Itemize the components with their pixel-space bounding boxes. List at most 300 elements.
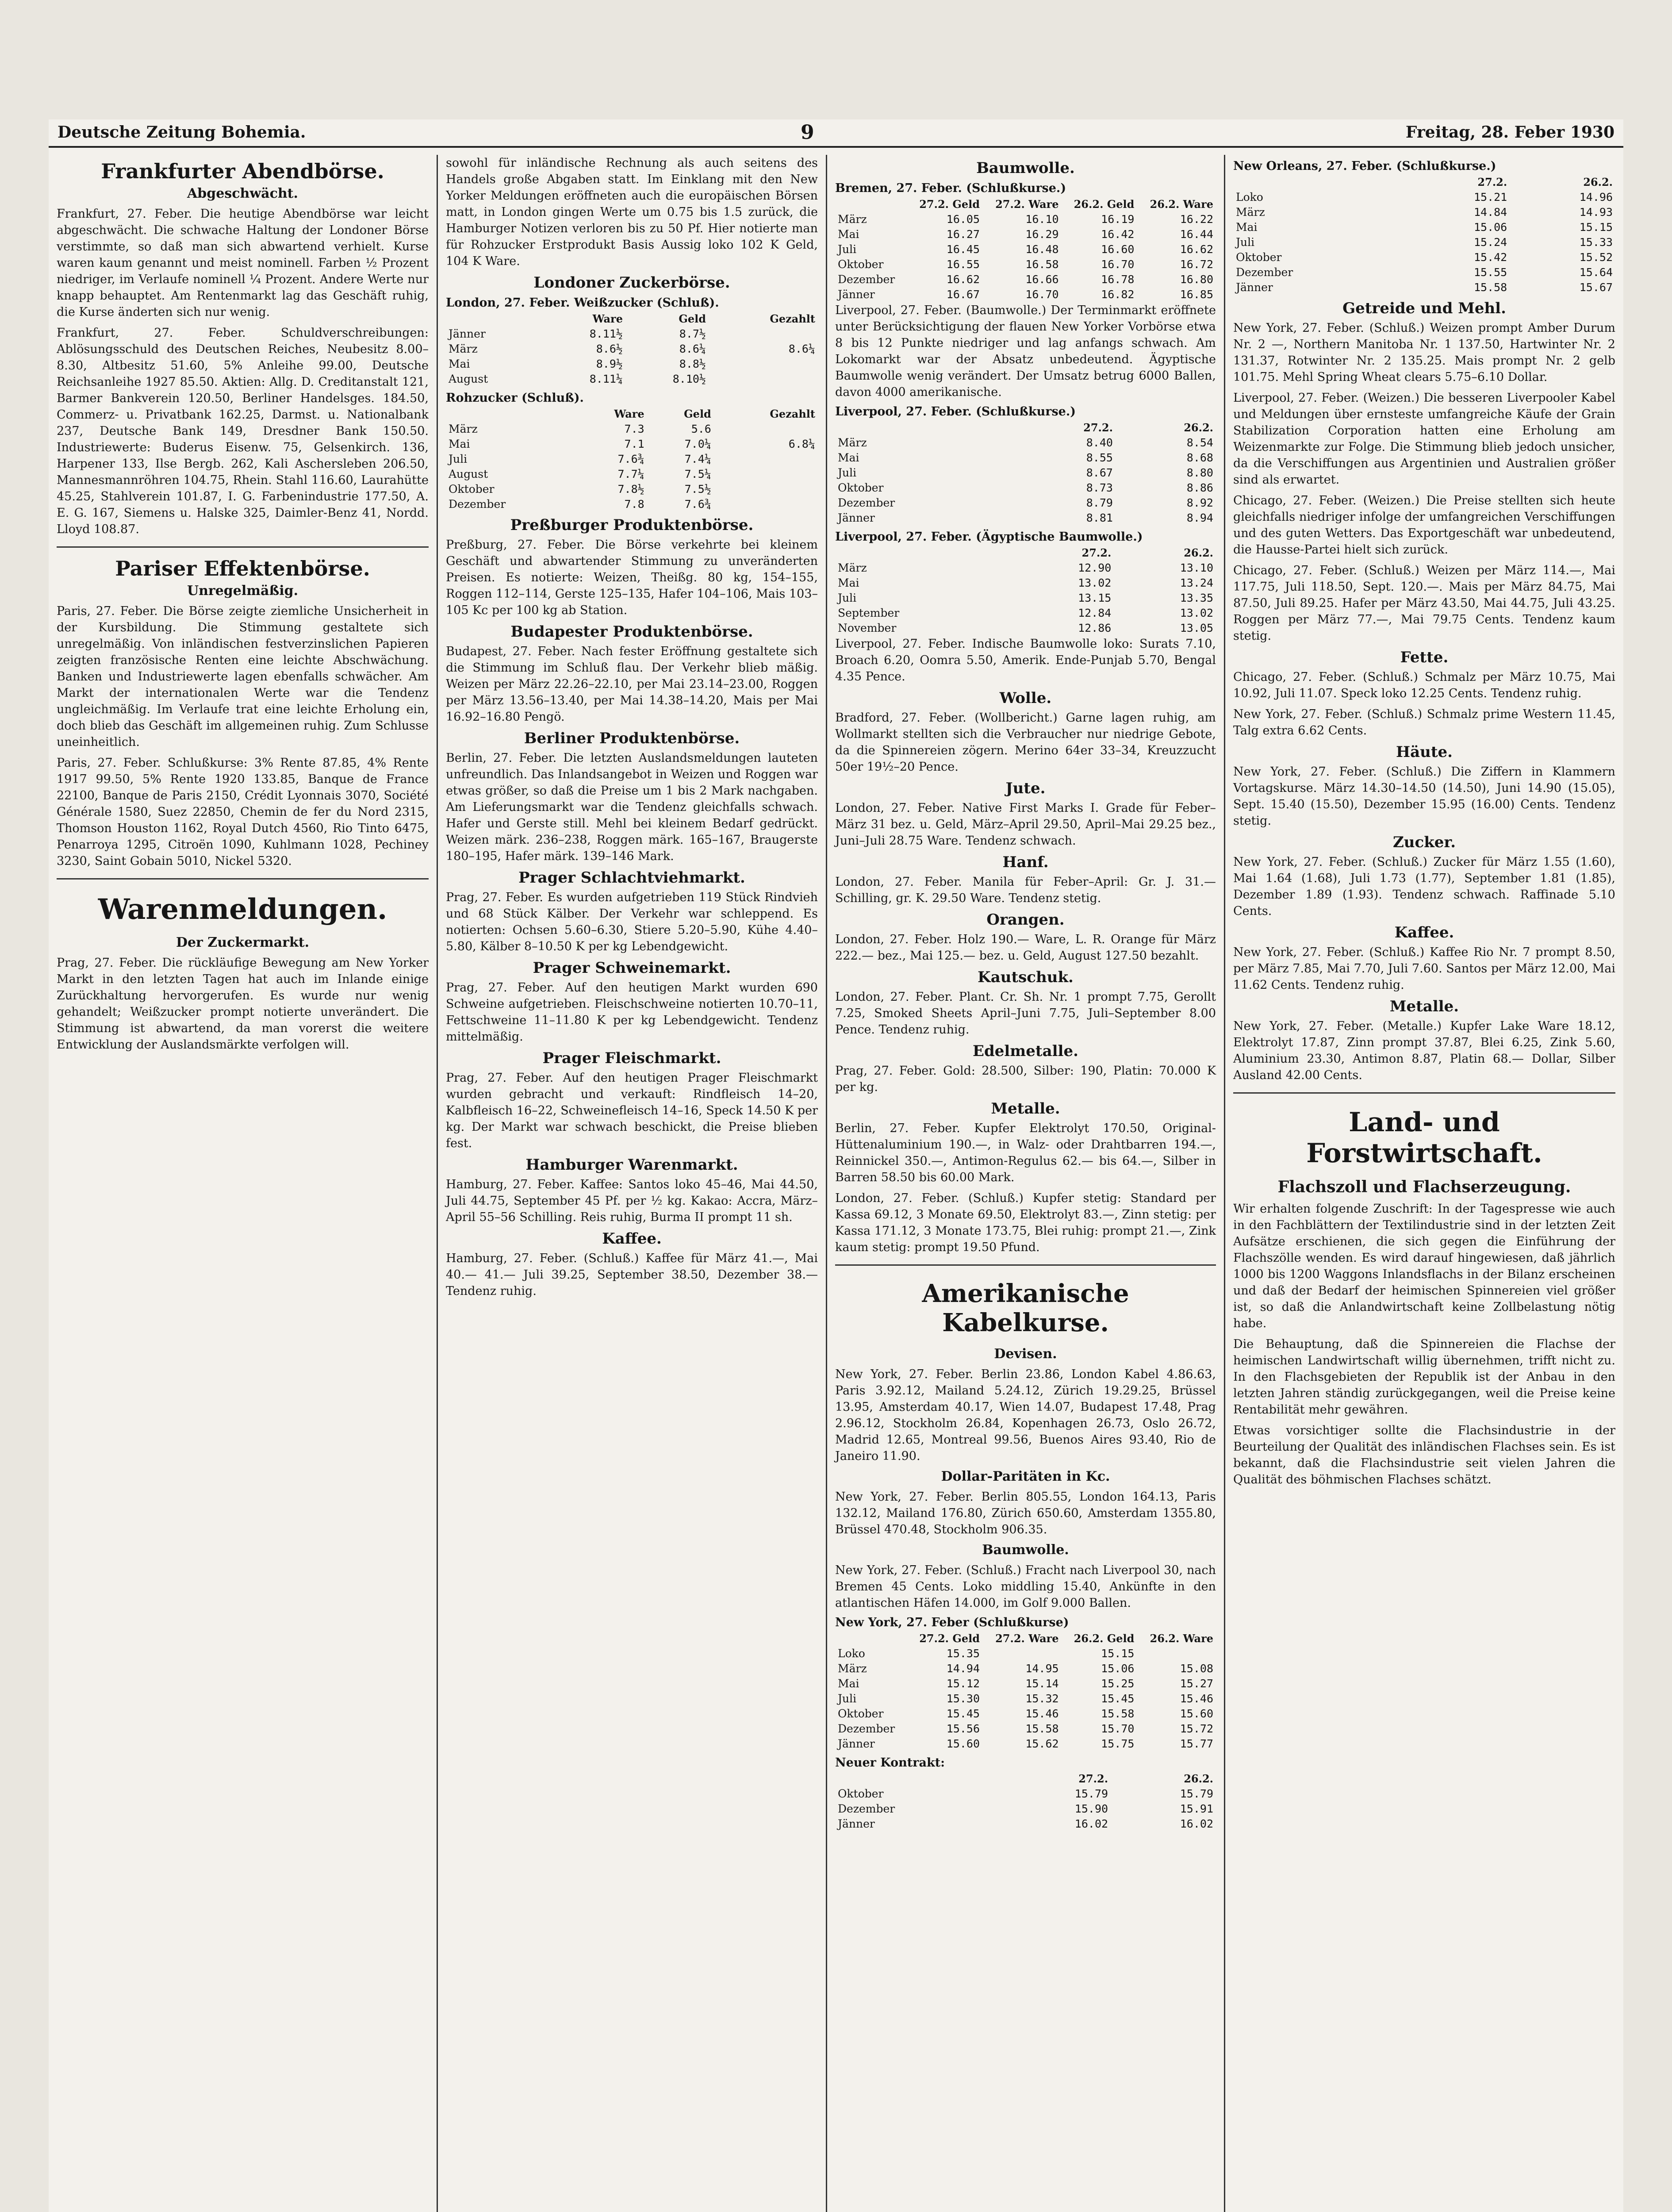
table-cell: 15.56 [946,1722,980,1735]
table-cell: 16.44 [1180,228,1213,241]
article-paragraph: Preßburg, 27. Feber. Die Börse verkehrte bei kleinem Geschäft und abwartender Stimmung zu unveränderten Preisen. Es notierte: Weizen, Theißg. 80 kg, 154–155, Roggen 112–114, Gerste 125–135, Hafer 104–106, Mais 103–105 Kc per 100 kg ab Station. [446,538,818,617]
article-paragraph: New York, 27. Feber. Berlin 23.86, London Kabel 4.86.63, Paris 3.92.12, Mailand 5.24.12, Zürich 19.29.25, Brüssel 13.95, Amsterdam 40.17, Wien 14.07, Budapest 17.48, Prag 2.96.12, Stockholm 26.84, Kopenhagen 26.73, Oslo 26.72, Madrid 12.65, Montreal 99.56, Buenos Aires 93.40, Rio de Janeiro 11.90. [835,1367,1216,1463]
section-subheading: Der Zuckermarkt. [176,935,310,950]
table-row [835,511,1216,526]
price-table [835,1631,1216,1751]
table-row [835,1786,1216,1801]
table-row [835,435,1216,450]
table-row-label: Oktober [449,483,495,495]
table-cell: 15.60 [1180,1707,1213,1720]
table-row [835,480,1216,495]
table-cell: 8.11¼ [589,373,623,385]
table-cell: 16.10 [1025,213,1059,226]
table-cell: 15.46 [1025,1707,1059,1720]
table-header-cell [835,420,1015,435]
table-cell: 16.45 [946,243,980,256]
table-header-cell: 27.2. Geld [919,198,980,211]
table-row [835,212,1216,227]
table-row-label: Mai [1236,221,1258,234]
table-cell: 16.29 [1025,228,1059,241]
table-row-label: März [449,342,478,355]
table-cell: 16.27 [946,228,980,241]
table-row-label: März [838,1662,867,1675]
table-header-cell: Geld [684,407,711,420]
table-header-row [1233,175,1615,190]
article-paragraph: New York, 27. Feber. (Schluß.) Die Ziffern in Klammern Vortagskurse. März 14.30–14.50 (14.50), Juni 14.90 (15.05), Sept. 15.40 (15.50), Dezember 15.95 (16.00) Cents. Tendenz stetig. [1233,765,1615,828]
table-row-label: Oktober [838,1787,884,1800]
table-header-row [835,420,1216,435]
section-heading: Metalle. [991,1100,1060,1118]
table-row [446,342,818,357]
table-cell: 15.35 [946,1647,980,1660]
section-heading: Fette. [1400,649,1449,666]
table-row-label: Dezember [449,498,506,511]
article-paragraph: London, 27. Feber. Manila für Feber–April: Gr. J. 31.— Schilling, gr. K. 29.50 Ware. Tendenz stetig. [835,875,1216,905]
table-caption: Liverpool, 27. Feber. (Ägyptische Baumwolle.) [835,530,1143,544]
article-paragraph: Budapest, 27. Feber. Nach fester Eröffnung gestaltete sich die Stimmung im Schluß flau. Der Verkehr blieb mäßig. Weizen per März 22.26–22.10, per Mai 23.14–23.00, Roggen per März 13.56–13.40, per Mai 14.38–14.20, Mais per Mai 16.92–16.80 Pengö. [446,645,818,724]
table-row-label: November [838,622,897,634]
table-row-label: März [449,422,478,435]
table-cell: 6.8¼ [788,438,815,450]
table-row [446,452,818,467]
table-header-cell: Geld [679,312,706,325]
section-subheading: Flachszoll und Flachserzeugung. [1277,1178,1571,1196]
article-paragraph: Prag, 27. Feber. Gold: 28.500, Silber: 190, Platin: 70.000 K per kg. [835,1064,1216,1094]
section-heading: Getreide und Mehl. [1342,300,1506,317]
price-table [446,407,818,512]
table-row-label: Juli [838,466,857,479]
table-row-label: Mai [838,576,859,589]
table-cell: 16.78 [1101,273,1135,286]
table-cell: 15.91 [1180,1802,1213,1815]
table-row-label: Mai [838,1677,859,1690]
table-row-label: Jänner [1236,281,1273,294]
table-row-label: Juli [1236,236,1255,249]
table-header-cell: Gezahlt [770,407,815,420]
table-cell: 14.95 [1025,1662,1059,1675]
table-cell: 16.48 [1025,243,1059,256]
table-row [446,497,818,512]
table-row-label: Oktober [1236,251,1282,264]
table-cell: 7.5½ [684,483,711,495]
table-row [835,1721,1216,1736]
table-header-row [835,197,1216,212]
table-header-cell: Gezahlt [770,312,815,325]
table-cell: 16.82 [1101,288,1135,301]
table-cell: 15.12 [946,1677,980,1690]
table-header-cell [835,545,1012,561]
section-heading: Land- und Forstwirtschaft. [1306,1107,1542,1169]
table-cell: 8.54 [1186,436,1213,449]
table-row-label: September [838,607,900,619]
table-cell: 16.02 [1180,1817,1213,1830]
table-cell [709,326,818,342]
section-heading: Orangen. [986,911,1065,929]
table-cell: 16.60 [1101,243,1135,256]
article-paragraph: Paris, 27. Feber. Die Börse zeigte ziemliche Unsicherheit in der Kursbildung. Die Stimmung gestaltete sich unregelmäßig. Von inländischen festverzinslichen Papieren zeigten französische Renten eine leichte Abschwächung. Banken und Industriewerte lagen ebenfalls schwächer. Am Markt der internationalen Werte war die Tendenz ungleichmäßig. Im Verlaufe trat eine leichte Erholung ein, doch blieb das Geschäft im allgemeinen ruhig. Zum Schlusse uneinheitlich. [57,604,429,749]
table-row-label: März [1236,206,1265,219]
table-row-label: Juli [838,591,857,604]
table-cell: 16.70 [1025,288,1059,301]
table-caption: London, 27. Feber. Weißzucker (Schluß). [446,296,719,310]
table-cell: 8.81 [1086,511,1113,524]
table-row [1233,220,1615,235]
section-subheading: Dollar-Paritäten in Kc. [941,1469,1110,1484]
table-cell: 14.96 [1579,191,1613,204]
section-heading: Häute. [1396,743,1453,761]
table-header-row [835,545,1216,561]
article-paragraph: New York, 27. Feber. (Schluß.) Schmalz prime Western 11.45, Talg extra 6.62 Cents. [1233,707,1615,737]
table-header-cell: Ware [592,312,623,325]
article-paragraph: London, 27. Feber. Holz 190.— Ware, L. R. Orange für März 222.— bez., Mai 125.— bez. u. Geld, August 127.50 bezahlt. [835,933,1216,963]
section-heading: Edelmetalle. [973,1042,1078,1060]
table-cell: 8.9½ [596,357,623,370]
table-cell: 12.84 [1078,607,1112,619]
table-cell: 8.6¼ [679,342,706,355]
table-cell: 16.42 [1101,228,1135,241]
table-row-label: Dezember [838,1802,895,1815]
table-cell: 5.6 [691,422,711,435]
section-heading: Budapester Produktenbörse. [510,623,753,641]
table-cell: 15.45 [946,1707,980,1720]
table-cell: 13.24 [1180,576,1213,589]
table-row [835,242,1216,257]
table-cell: 15.58 [1025,1722,1059,1735]
table-cell [714,482,818,497]
table-cell: 15.77 [1180,1737,1213,1750]
table-cell: 12.90 [1078,561,1112,574]
article-paragraph: Prag, 27. Feber. Es wurden aufgetrieben 119 Stück Rindvieh und 68 Stück Kälber. Der Verkehr war schleppend. Es notierten: Ochsen 5.60–6.30, Stiere 5.20–5.90, Kühe 4.40–5.80, Kälber 8–10.50 K per kg Lebendgewicht. [446,891,818,953]
section-heading: Warenmeldungen. [98,893,387,926]
table-cell: 16.58 [1025,258,1059,271]
table-row-label: Jänner [838,511,875,524]
article-paragraph: Liverpool, 27. Feber. (Baumwolle.) Der Terminmarkt eröffnete unter Berücksichtigung der flauen New Yorker Vorbörse etwa 8 bis 12 Punkte niedriger und lag anfangs schwach. Am Lokomarkt war der Absatz unbedeutend. Ägyptische Baumwolle wenig verändert. Der Umsatz betrug 6000 Ballen, davon 4000 amerikanische. [835,303,1216,399]
table-cell: 15.70 [1101,1722,1135,1735]
table-cell: 13.10 [1180,561,1213,574]
article-paragraph: Berlin, 27. Feber. Kupfer Elektrolyt 170.50, Original-Hüttenaluminium 190.—, in Walz- oder Drahtbarren 194.—, Reinnickel 350.—, Antimon-Regulus 62.— bis 64.—, Silber in Barren 58.50 bis 60.00 Mark. [835,1121,1216,1184]
section-heading: Kautschuk. [978,968,1074,986]
price-table [835,197,1216,302]
table-cell: 8.40 [1086,436,1113,449]
section-heading: Prager Schweinemarkt. [533,959,731,977]
table-cell: 16.62 [946,273,980,286]
table-cell: 15.08 [1180,1662,1213,1675]
table-cell: 7.1 [624,438,644,450]
table-row-label: Loko [838,1647,865,1660]
table-header-cell [835,1771,1005,1786]
table-row [835,1676,1216,1691]
section-subheading: Baumwolle. [982,1542,1069,1558]
section-heading: Kaffee. [602,1230,662,1248]
table-caption: New York, 27. Feber (Schlußkurse) [835,1616,1069,1629]
table-cell: 16.67 [946,288,980,301]
table-header-row [835,1631,1216,1646]
table-cell: 16.62 [1180,243,1213,256]
table-cell: 14.84 [1473,206,1507,219]
table-cell: 8.11½ [589,327,623,340]
table-row-label: Juli [449,453,468,465]
article-paragraph: Berlin, 27. Feber. Die letzten Auslandsmeldungen lauteten unfreundlich. Das Inlandsangebot in Weizen und Roggen war etwas größer, so daß die Preise um 1 bis 2 Mark nachgaben. Am Lieferungsmarkt war die Tendenz gleichfalls schwach. Hafer und Gerste still. Mehl bei kleinem Bedarf gedrückt. Weizen märk. 236–238, Roggen märk. 165–167, Braugerste 180–195, Hafer märk. 139–146 Mark. [446,751,818,863]
table-row [835,591,1216,606]
table-header-cell [1233,175,1404,190]
table-row-label: Dezember [838,1722,895,1735]
table-row-label: Mai [838,228,859,241]
table-cell: 15.25 [1101,1677,1135,1690]
table-cell: 8.92 [1186,496,1213,509]
article-paragraph: New York, 27. Feber. (Schluß.) Zucker für März 1.55 (1.60), Mai 1.64 (1.68), Juli 1.73 (1.77), September 1.81 (1.85), Dezember 1.89 (1.93). Tendenz schwach. Raffinade 5.10 Cents. [1233,855,1615,918]
table-row [446,422,818,437]
section-heading: Londoner Zuckerbörse. [533,274,730,292]
table-row-label: Mai [449,357,470,370]
table-cell: 16.22 [1180,213,1213,226]
table-caption: Neuer Kontrakt: [835,1756,945,1770]
table-cell: 15.62 [1025,1737,1059,1750]
table-row [1233,265,1615,280]
article-paragraph: Wir erhalten folgende Zuschrift: In der Tagespresse wie auch in den Fachblättern der Textilindustrie sind in der letzten Zeit Aufsätze erschienen, die sich gegen die Einführung der Flachszölle wenden. Es wird darauf hingewiesen, daß jährlich 1000 bis 1200 Waggons Inlandsflachs in der Bilanz erscheinen und daß der Bedarf der heimischen Spinnereien viel größer ist, so daß die Anlandwirtschaft keine Zollbelastung nötig habe. [1233,1202,1615,1330]
table-cell: 8.73 [1086,481,1113,494]
table-header-cell: 26.2. Geld [1074,198,1135,211]
table-cell [714,422,818,437]
section-heading: Hanf. [1002,853,1049,871]
price-table [835,545,1216,636]
table-cell: 13.02 [1180,607,1213,619]
column-4 [1225,155,1623,2212]
table-row [1233,205,1615,220]
table-cell: 7.6¾ [617,453,644,465]
table-row [835,450,1216,465]
table-cell: 15.75 [1101,1737,1135,1750]
table-cell: 8.6¼ [788,342,815,355]
table-row-label: Jänner [449,327,486,340]
table-cell: 15.52 [1579,251,1613,264]
table-cell: 8.68 [1186,451,1213,464]
table-row [835,1691,1216,1706]
table-cell: 7.4¼ [684,453,711,465]
table-cell: 16.19 [1101,213,1135,226]
table-row-label: Oktober [838,481,884,494]
table-row [446,437,818,452]
article-paragraph: Hamburg, 27. Feber. Kaffee: Santos loko 45–46, Mai 44.50, Juli 44.75, September 45 Pf. per ½ kg. Kakao: Accra, März–April 55–56 Schilling. Reis ruhig, Burma II prompt 11 sh. [446,1178,818,1224]
table-row [835,272,1216,287]
table-row [1233,250,1615,265]
table-cell: 13.05 [1180,622,1213,634]
table-cell: 7.0¼ [684,438,711,450]
section-heading: Berliner Produktenbörse. [524,730,740,747]
table-cell: 7.6¾ [684,498,711,511]
table-row-label: Dezember [838,273,895,286]
section-heading: Preßburger Produktenbörse. [510,516,754,534]
table-cell: 16.72 [1180,258,1213,271]
table-header-cell: 26.2. [1184,1772,1213,1785]
table-header-cell: 26.2. [1184,546,1213,559]
article-paragraph: Chicago, 27. Feber. (Schluß.) Schmalz per März 10.75, Mai 10.92, Juli 11.07. Speck loko 12.25 Cents. Tendenz ruhig. [1233,670,1615,700]
table-row [835,561,1216,576]
table-cell: 7.8 [624,498,644,511]
table-cell: 15.64 [1579,266,1613,279]
divider [57,878,429,879]
table-header-cell: 27.2. Ware [995,1632,1059,1645]
table-cell: 15.55 [1473,266,1507,279]
table-cell: 8.7½ [679,327,706,340]
table-row [446,372,818,387]
article-paragraph: Liverpool, 27. Feber. (Weizen.) Die besseren Liverpooler Kabel und Meldungen über ernsteste umfangreiche Käufe der Grain Stabilization Corporation hatten eine Erholung am Weizenmarkte zur Folge. Die Stimmung blieb jedoch unsicher, da die Verschiffungen aus Argentinien und Australien größer sind als erwartet. [1233,391,1615,487]
article-paragraph: New York, 27. Feber. (Schluß.) Kaffee Rio Nr. 7 prompt 8.50, per März 7.85, Mai 7.70, Juli 7.60. Santos per März 12.00, Mai 11.62 Cents. Tendenz ruhig. [1233,945,1615,992]
table-row-label: Jänner [838,1817,875,1830]
section-subheading: Abgeschwächt. [187,186,298,201]
table-cell: 15.15 [1101,1647,1135,1660]
table-row [835,1661,1216,1676]
article-paragraph: New York, 27. Feber. Berlin 805.55, London 164.13, Paris 132.12, Mailand 176.80, Zürich 650.60, Amsterdam 1355.80, Brüssel 470.48, Stockholm 906.35. [835,1490,1216,1536]
table-cell [982,1646,1062,1661]
article-paragraph: Paris, 27. Feber. Schlußkurse: 3% Rente 87.85, 4% Rente 1917 99.50, 5% Rente 1920 133.85, Banque de France 22100, Banque de Paris 2150, Crédit Lyonnais 3070, Société Générale 1580, Suez 22850, Chemin de fer du Nord 2315, Thomson Houston 1162, Royal Dutch 4560, Rio Tinto 6475, Penarroya 1295, Citroën 1090, Kuhlmann 1028, Pechiney 3230, Saint Gobain 5010, Nickel 5320. [57,756,429,868]
table-cell: 7.8½ [617,483,644,495]
section-heading: Frankfurter Abendbörse. [101,159,384,183]
table-cell: 7.5¼ [684,468,711,480]
table-cell: 15.33 [1579,236,1613,249]
table-row-label: Dezember [838,496,895,509]
table-header-cell: 27.2. [1083,421,1113,434]
table-caption: Bremen, 27. Feber. (Schlußkurse.) [835,181,1066,195]
table-cell: 15.06 [1473,221,1507,234]
section-heading: Prager Fleischmarkt. [542,1049,721,1067]
table-header-cell: 27.2. Geld [919,1632,980,1645]
section-heading: Zucker. [1392,833,1456,851]
table-cell: 14.94 [946,1662,980,1675]
table-cell: 16.70 [1101,258,1135,271]
table-cell: 16.05 [946,213,980,226]
table-cell: 12.86 [1078,622,1112,634]
article-paragraph: Prag, 27. Feber. Die rückläufige Bewegung am New Yorker Markt in den letzten Tagen hat auch im Inlande einige Zurückhaltung hervorgerufen. Es wurde nur wenig gehandelt; Weißzucker prompt notierte unverändert. Die Stimmung ist abwartend, da man vorerst die weitere Entwicklung der Auslandsmärkte verfolgen will. [57,956,429,1052]
article-paragraph: Etwas vorsichtiger sollte die Flachsindustrie in der Beurteilung der Qualität des inländischen Flachses sein. Es ist bekannt, daß die Flachsindustrie seit vielen Jahren die Qualität des böhmischen Flachses schätzt. [1233,1424,1615,1486]
table-cell: 15.58 [1101,1707,1135,1720]
column-2 [438,155,827,2212]
table-caption: Rohzucker (Schluß). [446,391,584,405]
table-header-cell: 26.2. [1184,421,1213,434]
section-heading: Baumwolle. [976,159,1075,177]
table-cell: 16.66 [1025,273,1059,286]
table-cell: 8.86 [1186,481,1213,494]
table-header-cell: 26.2. [1583,176,1613,188]
table-cell: 15.42 [1473,251,1507,264]
section-subheading: Devisen. [994,1346,1057,1362]
table-cell: 15.06 [1101,1662,1135,1675]
article-paragraph: Bradford, 27. Feber. (Wollbericht.) Garne lagen ruhig, am Wollmarkt stellten sich die Verbraucher nur niedrige Gebote, da die Spinnereien zögern. Merino 64er 33–34, Kreuzzucht 50er 19½–20 Pence. [835,711,1216,774]
table-cell: 7.7¼ [617,468,644,480]
table-cell: 15.14 [1025,1677,1059,1690]
table-row-label: Loko [1236,191,1263,204]
table-row [446,357,818,372]
table-cell [1137,1646,1216,1661]
price-table [835,420,1216,526]
table-header-row [835,1771,1216,1786]
section-heading: Amerikanische Kabelkurse. [922,1279,1129,1337]
table-cell: 15.67 [1579,281,1613,294]
section-heading: Metalle. [1389,998,1459,1015]
article-paragraph: Hamburg, 27. Feber. (Schluß.) Kaffee für März 41.—, Mai 40.— 41.— Juli 39.25, September 38.50, Dezember 38.— Tendenz ruhig. [446,1252,818,1298]
article-paragraph: Prag, 27. Feber. Auf den heutigen Prager Fleischmarkt wurden gebracht und verkauft: Rindfleisch 14–20, Kalbfleisch 16–22, Schweinefleisch 14–16, Speck 14.50 K per kg. Der Markt war schwach beschickt, die Preise blieben fest. [446,1071,818,1150]
table-row [446,467,818,482]
issue-date: Freitag, 28. Feber 1930 [1405,123,1614,142]
table-header-cell: 27.2. [1477,176,1507,188]
column-3 [827,155,1225,2212]
article-paragraph: Frankfurt, 27. Feber. Die heutige Abendbörse war leicht abgeschwächt. Die schwache Haltung der Londoner Börse verstimmte, so daß man sich abwartend verhielt. Kurse waren kaum genannt und meist nominell. Farben ½ Prozent niedriger, im Verlaufe nominell ¼ Prozent. Andere Werte nur knapp behauptet. Am Rentenmarkt lag das Geschäft ruhig, die Kurse änderten sich nur wenig. [57,207,429,319]
table-header-cell: 26.2. Ware [1150,1632,1213,1645]
table-cell [714,467,818,482]
table-row-label: März [838,436,867,449]
newspaper-title: Deutsche Zeitung Bohemia. [58,123,306,142]
table-cell: 13.15 [1078,591,1112,604]
table-row-label: Mai [838,451,859,464]
table-cell [709,357,818,372]
article-paragraph: New York, 27. Feber. (Metalle.) Kupfer Lake Ware 18.12, Elektrolyt 17.87, Zinn prompt 37.87, Blei 6.25, Zink 5.60, Aluminium 23.30, Antimon 8.87, Platin 68.— Dollar, Silber Ausland 42.00 Cents. [1233,1019,1615,1082]
section-heading: Kaffee. [1394,924,1454,941]
table-cell: 16.02 [1074,1817,1108,1830]
table-header-cell [835,1631,907,1646]
newspaper-page [49,119,1623,2212]
table-row-label: Jänner [838,288,875,301]
table-header-cell [446,407,574,422]
table-row-label: Oktober [838,258,884,271]
table-header-cell: 26.2. Ware [1150,198,1213,211]
article-paragraph: London, 27. Feber. Plant. Cr. Sh. Nr. 1 prompt 7.75, Gerollt 7.25, Smoked Sheets April–Juni 7.75, Juli–September 8.00 Pence. Tendenz ruhig. [835,990,1216,1037]
table-cell: 15.79 [1180,1787,1213,1800]
masthead [49,119,1623,148]
table-row [1233,190,1615,205]
table-header-cell: 26.2. Geld [1074,1632,1135,1645]
table-row-label: März [838,213,867,226]
section-heading: Prager Schlachtviehmarkt. [518,869,745,887]
table-cell: 8.55 [1086,451,1113,464]
price-table [835,1771,1216,1832]
table-row [835,287,1216,302]
table-cell: 15.79 [1074,1787,1108,1800]
table-cell: 14.93 [1579,206,1613,219]
article-paragraph: New York, 27. Feber. (Schluß.) Fracht nach Liverpool 30, nach Bremen 45 Cents. Loko middling 15.40, Ankünfte in den atlantischen Häfen 14.000, im Golf 9.000 Ballen. [835,1563,1216,1610]
article-paragraph: Chicago, 27. Feber. (Weizen.) Die Preise stellten sich heute gleichfalls niedriger infolge der umfangreichen Verschiffungen und des guten Wetters. Das Exportgeschäft war unbedeutend, die Hausse-Partei hielt sich zurück. [1233,494,1615,557]
price-table [1233,175,1615,295]
table-row [835,257,1216,272]
table-cell: 8.80 [1186,466,1213,479]
table-cell: 7.3 [624,422,644,435]
table-header-cell: 27.2. [1081,546,1112,559]
table-row [835,576,1216,591]
table-cell: 15.30 [946,1692,980,1705]
table-cell: 13.35 [1180,591,1213,604]
table-row-label: Mai [449,438,470,450]
table-row-label: Oktober [838,1707,884,1720]
table-row [835,1816,1216,1832]
price-table [446,311,818,387]
table-cell: 16.80 [1180,273,1213,286]
table-cell: 15.58 [1473,281,1507,294]
table-caption: Liverpool, 27. Feber. (Schlußkurse.) [835,405,1076,419]
table-row-label: Juli [838,1692,857,1705]
table-row [835,1646,1216,1661]
table-cell [714,497,818,512]
section-heading: Hamburger Warenmarkt. [525,1156,738,1174]
table-cell: 16.85 [1180,288,1213,301]
article-paragraph: Liverpool, 27. Feber. Indische Baumwolle loko: Surats 7.10, Broach 6.20, Oomra 5.50, Amerik. Ende-Punjab 5.70, Bengal 4.35 Pence. [835,637,1216,684]
table-row [835,1801,1216,1816]
table-cell: 8.10½ [672,373,706,385]
table-cell: 15.60 [946,1737,980,1750]
table-cell: 8.67 [1086,466,1113,479]
table-cell: 8.94 [1186,511,1213,524]
divider [1233,1092,1615,1094]
page-number: 9 [801,121,814,144]
table-row [835,227,1216,242]
table-header-cell: 27.2. [1078,1772,1108,1785]
